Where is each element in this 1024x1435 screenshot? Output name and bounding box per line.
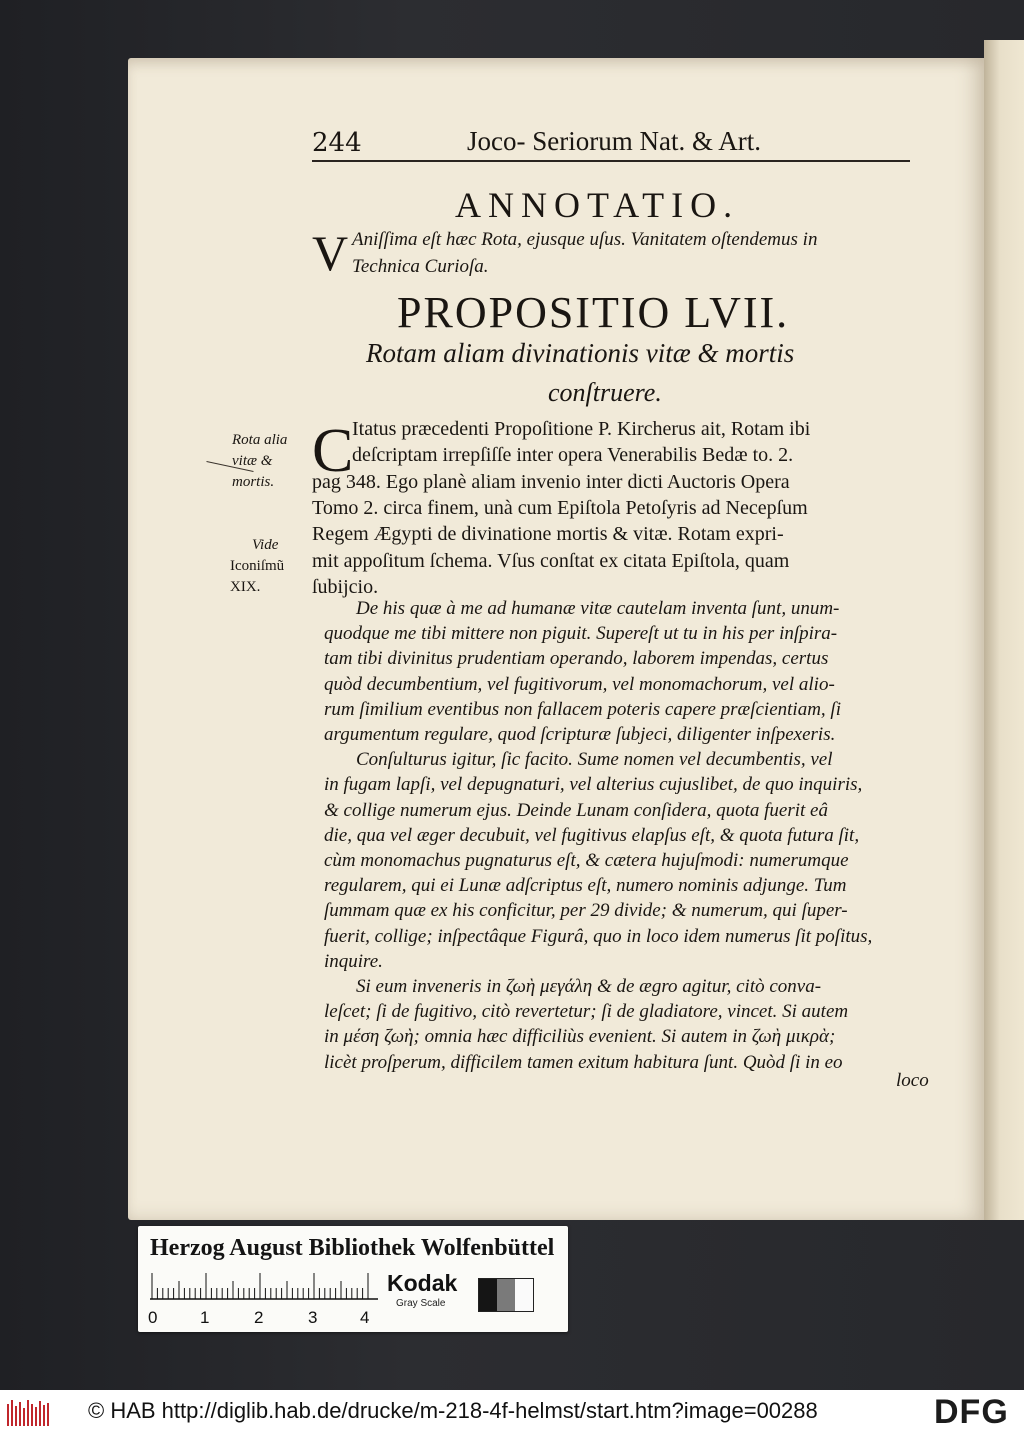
gray-patch [515, 1279, 533, 1311]
body-line: Itatus præcedenti Propoſitione P. Kircherus ait, Rotam ibi [352, 418, 811, 440]
running-title: Joco- Seriorum Nat. & Art. [467, 126, 761, 156]
catchword: loco [896, 1070, 929, 1091]
body-line: argumentum regulare, quod ſcripturæ ſubjeci, diligenter inſpexeris. [324, 724, 836, 745]
margin-note-line: XIX. [230, 579, 261, 595]
body-line: rum ſimilium eventibus non fallacem poteris capere præſcientiam, ſi [324, 698, 841, 720]
body-line: & collige numerum ejus. Deinde Lunam conſidera, quota fuerit eâ [324, 799, 828, 821]
margin-note-line: mortis. [232, 474, 275, 490]
annotatio-heading: ANNOTATIO. [455, 185, 740, 225]
margin-note-line: vitæ & [232, 453, 273, 469]
kodak-subtitle: Gray Scale [396, 1298, 446, 1309]
body-line: licèt proſperum, difficilem tamen exitum habitura ſunt. Quòd ſi in eo [324, 1051, 843, 1073]
library-name: Herzog August Bibliothek Wolfenbüttel [150, 1235, 555, 1261]
library-label [138, 1226, 568, 1332]
margin-note-line: Iconiſmũ [230, 558, 285, 574]
barcode-logo-icon [6, 1398, 50, 1428]
body-line: Conſulturus igitur, ſic facito. Sume nomen vel decumbentis, vel [356, 749, 833, 771]
gray-patch [479, 1279, 497, 1311]
body-line: inquire. [324, 950, 383, 972]
body-line: tam tibi divinitus prudentiam operando, laborem impendas, certus [324, 648, 829, 670]
body-line: mit appoſitum ſchema. Vſus conſtat ex citata Epiſtola, quam [312, 549, 790, 572]
footer-bar [0, 1390, 1024, 1435]
gray-patch [497, 1279, 515, 1311]
body-line: deſcriptam irrepſiſſe inter opera Venerabilis Bedæ to. 2. [352, 444, 794, 467]
gray-scale-patches [478, 1278, 534, 1312]
margin-note-line: Rota alia [232, 432, 288, 448]
body-line: Tomo 2. circa finem, unà cum Epiſtola Petoſyris ad Necepſum [312, 496, 808, 519]
body-line: regularem, qui ei Lunæ adſcriptus eſt, numero nominis adjunge. Tum [324, 875, 847, 897]
scale-number: 4 [360, 1308, 370, 1327]
body-line: cùm monomachus pugnaturus eſt, & cætera hujuſmodi: numerumque [324, 850, 849, 871]
body-line: ſubijcio. [312, 575, 379, 598]
body-line: quodque me tibi mittere non piguit. Supereſt ut tu in his per inſpira- [324, 623, 838, 645]
body-line: Si eum inveneris in ζωὴ μεγάλη & de ægro agitur, citò conva- [356, 976, 822, 997]
body-line: leſcet; ſi de fugitivo, citò revertetur; ſi de gladiatore, vincet. Si autem [324, 1001, 849, 1023]
scale-number: 2 [254, 1308, 264, 1327]
propositio-heading: PROPOSITIO LVII. [397, 288, 790, 337]
annotatio-line: Aniſſima eſt hæc Rota, ejusque uſus. Vanitatem oſtendemus in [352, 229, 818, 250]
copyright-url-link[interactable]: © HAB http://diglib.hab.de/drucke/m-218-4f-helmst/start.htm?image=00288 [88, 1398, 818, 1423]
body-line: Regem Ægypti de divinatione mortis & vitæ. Rotam expri- [312, 523, 784, 546]
margin-note-line: Vide [252, 537, 279, 553]
body-line: die, qua vel æger decubuit, vel fugitivus elapſus eſt, & quota futura ſit, [324, 824, 860, 846]
body-line: quòd decumbentium, vel fugitivorum, vel monomachorum, vel alio- [324, 673, 835, 695]
scale-number: 0 [148, 1308, 158, 1327]
body-line: pag 348. Ego planè aliam invenio inter dicti Auctoris Opera [312, 470, 790, 493]
scale-number: 1 [200, 1308, 210, 1327]
body-line: fuerit, collige; inſpectâque Figurâ, quo in loco idem numerus ſit poſitus, [324, 925, 873, 947]
measuring-scale [150, 1272, 378, 1300]
margin-note [230, 535, 285, 598]
dfg-logo: DFG [934, 1393, 1009, 1431]
propositio-subtitle: conſtruere. [548, 378, 662, 407]
body-line: ſummam quæ ex his conficitur, per 29 divide; & numerum, qui ſuper- [324, 900, 848, 922]
body-line: in fugam lapſi, vel depugnaturi, vel alterius cujuslibet, de quo inquiris, [324, 774, 863, 796]
body-line: De his quæ à me ad humanæ vitæ cautelam inventa ſunt, unum- [356, 598, 840, 619]
annotatio-initial: V [312, 225, 349, 281]
kodak-logo: Kodak [387, 1270, 458, 1296]
annotatio-line: Technica Curioſa. [352, 256, 489, 277]
scale-number: 3 [308, 1308, 318, 1327]
body-initial: C [312, 417, 354, 485]
margin-note [232, 430, 287, 493]
facing-page-edge [984, 40, 1024, 1220]
body-line: in μέση ζωὴ; omnia hæc difficiliùs evenient. Si autem in ζωὴ μικρὰ; [324, 1026, 836, 1048]
propositio-subtitle: Rotam aliam divinationis vitæ & mortis [366, 338, 795, 368]
page-number: 244 [312, 128, 362, 158]
header-rule [312, 160, 910, 162]
